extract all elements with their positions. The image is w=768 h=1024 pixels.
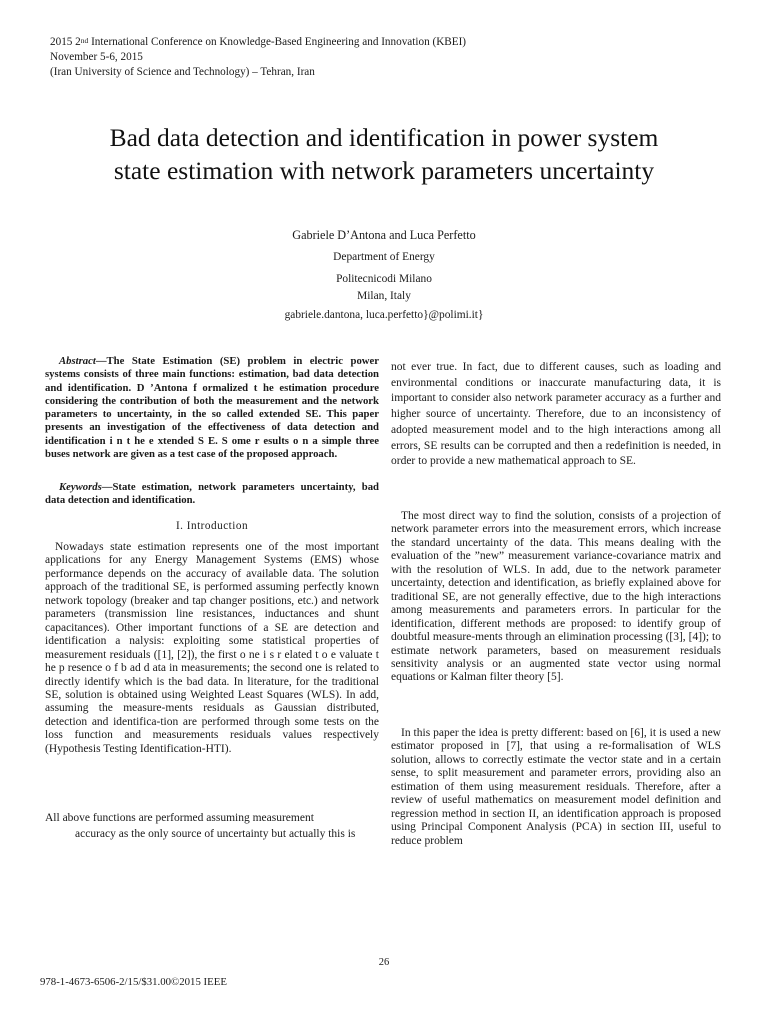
intro-paragraph-2 — [45, 810, 379, 842]
title-line-1: Bad data detection and identification in power system — [109, 123, 659, 152]
conference-venue: (Iran University of Science and Technology) – Tehran, Iran — [50, 66, 315, 78]
abstract-label: Abstract — [59, 355, 96, 367]
intro-paragraph-2-line-2: accuracy as the only source of uncertainty but actually this is — [75, 828, 356, 840]
keywords — [45, 481, 379, 508]
affiliation-department: Department of Energy — [333, 251, 435, 263]
page-number: 26 — [378, 957, 390, 968]
affiliation-institution: Politecnicodi Milano — [336, 273, 432, 285]
right-paragraph-2: The most direct way to find the solution, consists of a projection of network parameter errors into the measurement errors, which increase the standard uncertainty of the data. This means dealing with the evaluation of the ”new” measurement variance-covariance matrix and with the resolution of WLS. In add, due to the network parameter uncertainty, detection and identification, as briefly explained above for traditional SE, are not generally effective, due to the high interactions among measurements and parameters errors. In particular for the identification, different methods are proposed: to identify group of doubtful measure-ments through an elimination processing ([3], [4]); to estimate network parameters, based on measurement residuals sensitivity analysis or an augmented state vector using normal equations or Kalman filter theory [5]. — [391, 510, 721, 684]
abstract-text: —The State Estimation (SE) problem in electric power systems consists of three main functions: estimation, bad data detection and identification. D ’Antona f ormalized t he estimation procedure considering the contribution of both the measurement and the network parameters to uncertainty, in the so called extended SE. This paper presents an investigation of the effectiveness of data detection and identification i n t he e xtended S E. S ome r esults o n a simple three buses network are given as a test case of the proposed approach. — [45, 355, 379, 461]
keywords-text: —State estimation, network parameters uncertainty, bad data detection and identification. — [45, 481, 379, 507]
paper-title — [0, 121, 768, 187]
section-heading-introduction: I. Introduction — [175, 520, 249, 532]
right-paragraph-3: In this paper the idea is pretty different: based on [6], it is used a new estimator proposed in [7], that using a re-formalisation of WLS solution, allows to correctly estimate the vector state and in a certain sense, to split measurement and parameter errors, providing also an estimation of them using measurement residuals. Therefore, after a review of useful mathematics on measurement model definition and regression method in section II, an identification approach is proposed using Principal Component Analysis (PCA) in section III, useful to reduce problem — [391, 727, 721, 847]
authors: Gabriele D’Antona and Luca Perfetto — [292, 228, 476, 242]
abstract — [45, 355, 379, 461]
intro-paragraph-1: Nowadays state estimation represents one of the most important applications for any Energy Management Systems (EMS) whose performance depends on the accuracy of available data. The solution approach of the traditional SE, is performed assuming perfectly known network topology (breaker and tap changer positions, etc.) and network parameters (transmission line resistances, inductances and shunt capacitances). Other important functions of a SE are detection and identification a nalysis: exploiting some statistical properties of measurement residuals ([1], [2]), the first o ne i s r elated t o e valuate t he p resence o f b ad d ata in measurements; the second one is related to directly identify which is the bad data. In literature, for the traditional SE, solution is obtained using Weighted Least Squares (WLS). In add, assuming the measure-ments residuals as Gaussian distributed, detection and identifica-tion are performed through some tests on the loss function and measurements residuals values respectively (Hypothesis Testing Identification-HTI). — [45, 541, 379, 755]
intro-paragraph-2-line-1: All above functions are performed assuming measurement — [45, 812, 314, 824]
conference-name: 2015 2nd International Conference on Knowledge-Based Engineering and Innovation (KBEI) — [50, 36, 467, 48]
affiliation-email: gabriele.dantona, luca.perfetto}@polimi.it} — [284, 309, 484, 321]
affiliation-city: Milan, Italy — [357, 290, 411, 302]
conference-date: November 5-6, 2015 — [50, 51, 143, 63]
conference-header — [50, 35, 466, 80]
right-paragraph-1: not ever true. In fact, due to different causes, such as loading and environmental conditions or inaccurate manufacturing data, it is important to consider also network parameter accuracy as a further and higher source of uncertainty. Therefore, due to an inconsistency of adopted measurement model and to the high interactions among all errors, SE results can be corrupted and then a redefinition is needed, in order to provide a new mathematical approach to SE. — [391, 361, 721, 468]
copyright-footer: 978-1-4673-6506-2/15/$31.00©2015 IEEE — [40, 976, 227, 988]
keywords-label: Keywords — [59, 481, 102, 493]
title-line-2: state estimation with network parameters uncertainty — [113, 156, 655, 185]
